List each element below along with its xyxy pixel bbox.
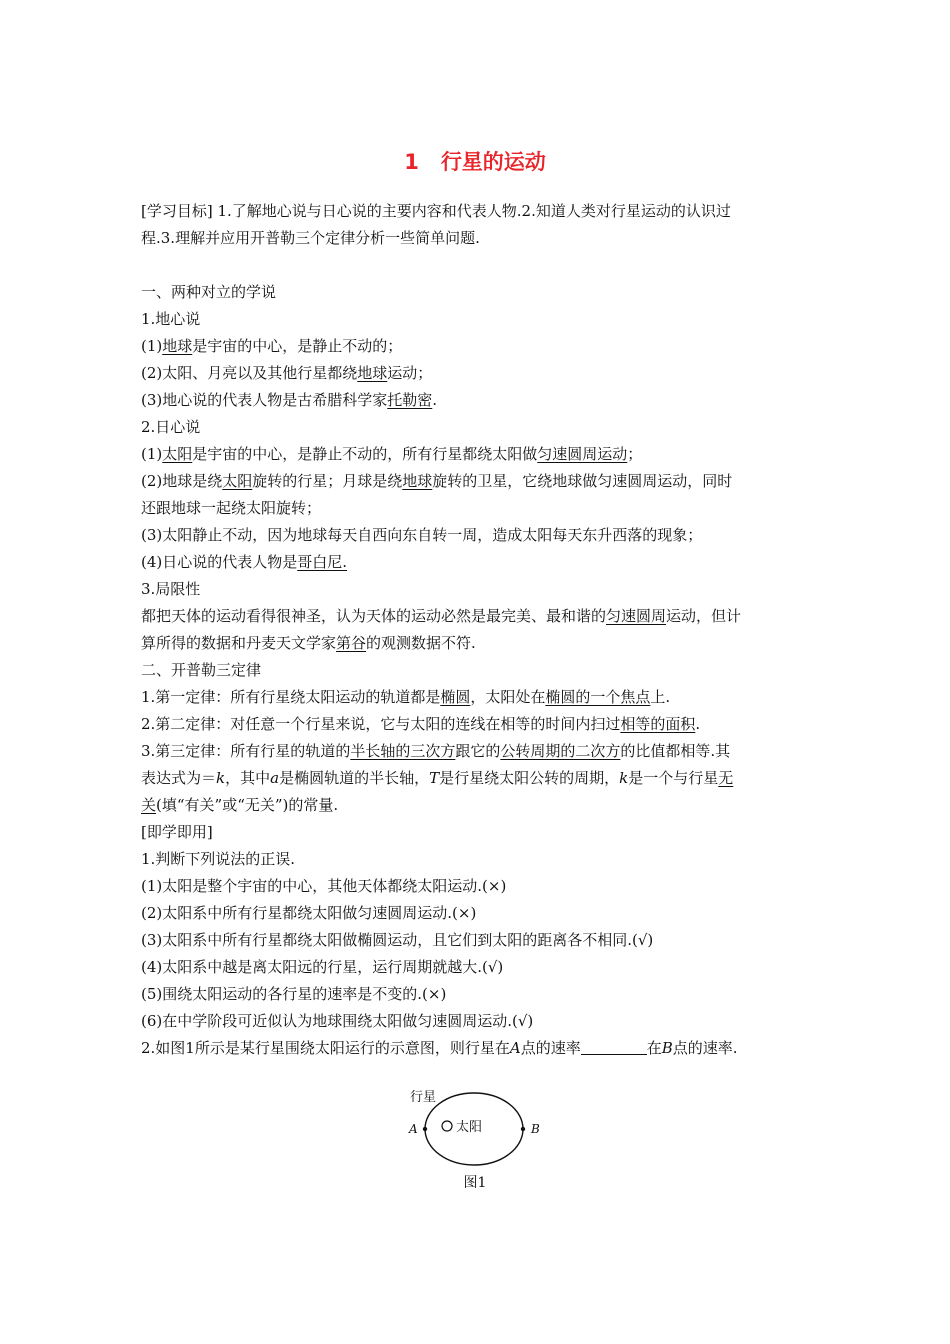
answer-underline: 太阳 xyxy=(222,472,253,490)
answer-underline: 关 xyxy=(141,796,157,814)
heliocentric-item-4: (4)日心说的代表人物是哥白尼. xyxy=(141,553,348,571)
kepler-law-3-cont: 关(填“有关”或“无关”)的常量. xyxy=(141,796,339,814)
answer-underline: 匀速圆周 xyxy=(606,607,667,625)
answer-underline: 第谷 xyxy=(336,634,367,652)
limitation-line-2: 算所得的数据和丹麦天文学家第谷的观测数据不符. xyxy=(141,634,476,652)
sun-label: 太阳 xyxy=(456,1120,483,1135)
objectives-line-1: [学习目标] 1.了解地心说与日心说的主要内容和代表人物.2.知道人类对行星运动的认识过 xyxy=(141,202,731,220)
question-1: 1.判断下列说法的正误. xyxy=(141,850,296,868)
objectives-line-2: 程.3.理解并应用开普勒三个定律分析一些简单问题. xyxy=(141,229,480,247)
document-body xyxy=(141,198,811,1062)
section-2-heading: 二、开普勒三定律 xyxy=(141,661,262,679)
limitation-title: 3.局限性 xyxy=(141,580,201,598)
kepler-law-3: 3.第三定律：所有行星的轨道的半长轴的三次方跟它的公转周期的二次方的比值都相等.其 xyxy=(141,742,731,760)
kepler-law-3-expression: 表达式为＝k，其中a是椭圆轨道的半长轴，T是行星绕太阳公转的周期，k是一个与行星无 xyxy=(141,769,734,787)
title-text: 行星的运动 xyxy=(440,150,546,174)
geocentric-item-3: (3)地心说的代表人物是古希腊科学家托勒密. xyxy=(141,391,438,409)
practice-heading: [即学即用] xyxy=(141,823,213,841)
question-1-item: (4)太阳系中越是离太阳远的行星，运行周期就越大.(√) xyxy=(141,958,504,976)
kepler-law-1: 1.第一定律：所有行星绕太阳运动的轨道都是椭圆，太阳处在椭圆的一个焦点上. xyxy=(141,688,671,706)
title-number: 1 xyxy=(404,150,419,174)
geocentric-item-2: (2)太阳、月亮以及其他行星都绕地球运动； xyxy=(141,364,433,382)
answer-underline: 半长轴的三次方 xyxy=(350,742,456,760)
point-a-dot xyxy=(423,1127,427,1131)
point-b-dot xyxy=(521,1127,525,1131)
heliocentric-item-3: (3)太阳静止不动，因为地球每天自西向东自转一周，造成太阳每天东升西落的现象； xyxy=(141,526,703,544)
point-a-label: A xyxy=(409,1122,418,1136)
geocentric-item-1: (1)地球是宇宙的中心，是静止不动的； xyxy=(141,337,403,355)
answer-underline: 地球 xyxy=(162,337,193,355)
answer-underline: 哥白尼. xyxy=(297,553,348,571)
answer-blank[interactable] xyxy=(581,1038,647,1055)
question-1-item: (3)太阳系中所有行星都绕太阳做椭圆运动，且它们到太阳的距离各不相同.(√) xyxy=(141,931,654,949)
answer-underline: 太阳 xyxy=(162,445,193,463)
answer-underline: 地球 xyxy=(357,364,388,382)
answer-underline: 无 xyxy=(718,769,734,787)
question-1-item: (2)太阳系中所有行星都绕太阳做匀速圆周运动.(×) xyxy=(141,904,477,922)
answer-underline: 托勒密 xyxy=(387,391,433,409)
section-1-heading: 一、两种对立的学说 xyxy=(141,283,277,301)
question-2: 2.如图1所示是某行星围绕太阳运行的示意图，则行星在A点的速率 在B点的速率. xyxy=(141,1039,738,1057)
question-1-item: (1)太阳是整个宇宙的中心，其他天体都绕太阳运动.(×) xyxy=(141,877,507,895)
answer-underline: 地球 xyxy=(402,472,433,490)
answer-underline: 椭圆 xyxy=(440,688,471,706)
heliocentric-item-2-cont: 还跟地球一起绕太阳旋转； xyxy=(141,499,322,517)
page-title xyxy=(0,146,950,176)
answer-underline: 匀速圆周运动 xyxy=(537,445,628,463)
limitation-line-1: 都把天体的运动看得很神圣，认为天体的运动必然是最完美、最和谐的匀速圆周运动，但计 xyxy=(141,607,742,625)
point-b-label: B xyxy=(531,1122,540,1136)
heliocentric-item-2: (2)地球是绕太阳旋转的行星；月球是绕地球旋转的卫星，它绕地球做匀速圆周运动，同时 xyxy=(141,472,733,490)
figure-caption: 图1 xyxy=(463,1175,487,1191)
question-1-item: (5)围绕太阳运动的各行星的速率是不变的.(×) xyxy=(141,985,447,1003)
heliocentric-title: 2.日心说 xyxy=(141,418,201,436)
question-1-item: (6)在中学阶段可近似认为地球围绕太阳做匀速圆周运动.(√) xyxy=(141,1012,534,1030)
kepler-law-2: 2.第二定律：对任意一个行星来说，它与太阳的连线在相等的时间内扫过相等的面积. xyxy=(141,715,701,733)
sun-icon xyxy=(442,1121,452,1131)
answer-underline: 相等的面积 xyxy=(620,715,696,733)
heliocentric-item-1: (1)太阳是宇宙的中心，是静止不动的，所有行星都绕太阳做匀速圆周运动； xyxy=(141,445,643,463)
learning-objectives xyxy=(141,198,811,252)
answer-underline: 椭圆的一个焦点 xyxy=(545,688,651,706)
planet-label: 行星 xyxy=(410,1090,437,1105)
answer-underline: 公转周期的二次方 xyxy=(500,742,621,760)
geocentric-title: 1.地心说 xyxy=(141,310,201,328)
